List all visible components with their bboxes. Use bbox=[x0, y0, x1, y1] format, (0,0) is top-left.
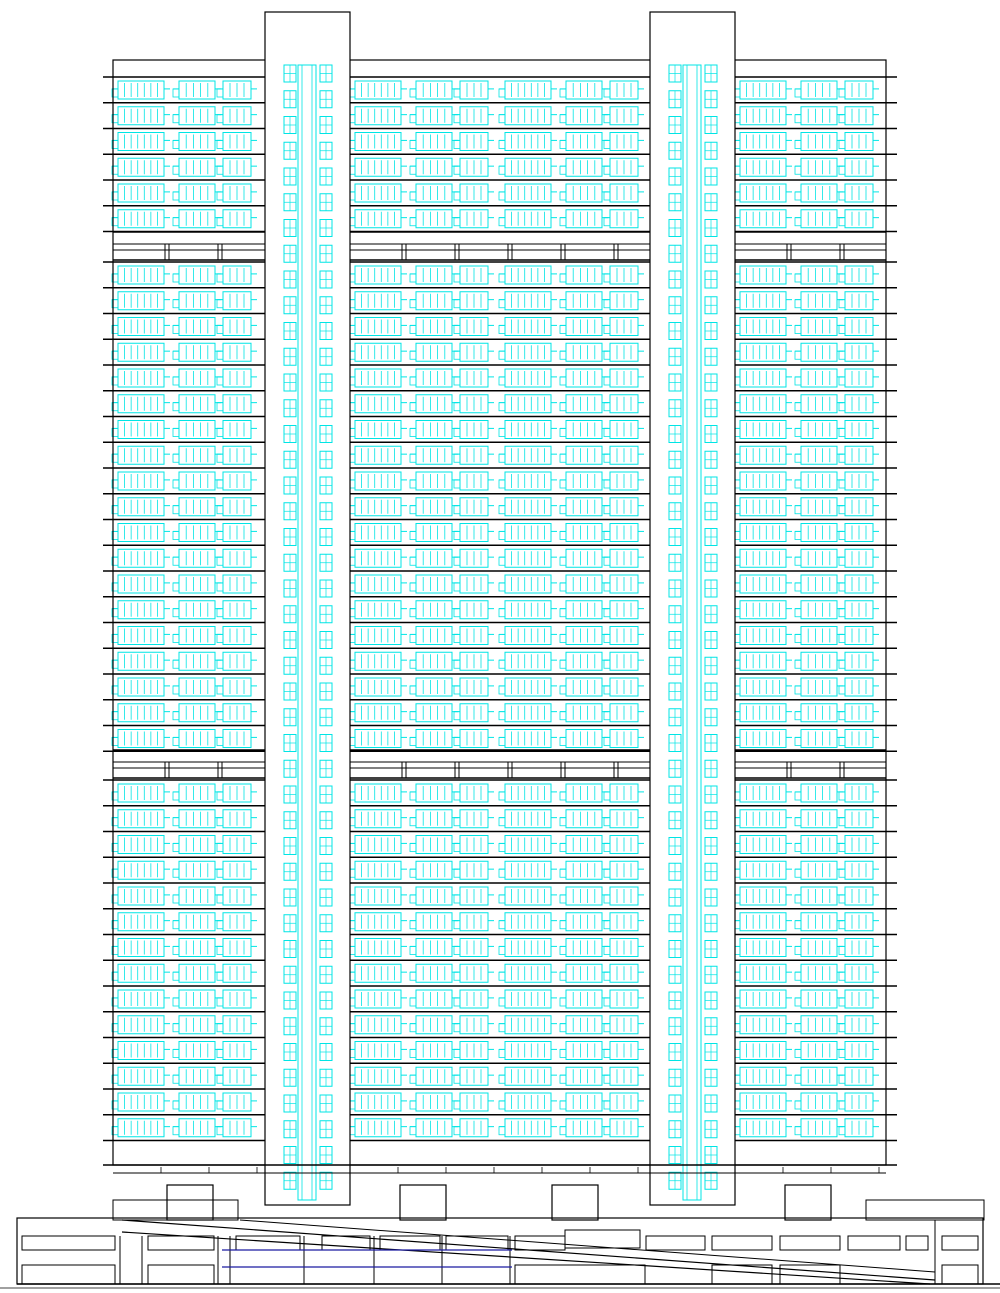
window-unit bbox=[454, 730, 494, 748]
window-unit bbox=[454, 652, 494, 670]
window-unit bbox=[454, 524, 494, 542]
window-unit bbox=[839, 1042, 879, 1060]
window-unit bbox=[217, 158, 257, 176]
window-unit bbox=[454, 421, 494, 439]
tower-outline bbox=[650, 12, 735, 1205]
window-unit bbox=[839, 678, 879, 696]
window-unit bbox=[839, 784, 879, 802]
window-unit bbox=[604, 395, 644, 413]
window-unit bbox=[454, 810, 494, 828]
window-unit bbox=[454, 784, 494, 802]
window-unit bbox=[839, 343, 879, 361]
window-unit bbox=[604, 158, 644, 176]
window-unit bbox=[454, 1067, 494, 1085]
window-unit bbox=[839, 601, 879, 619]
window-unit bbox=[839, 1119, 879, 1137]
window-unit bbox=[839, 964, 879, 982]
window-unit bbox=[454, 266, 494, 284]
window-unit bbox=[454, 549, 494, 567]
window-unit bbox=[454, 964, 494, 982]
window-unit bbox=[839, 107, 879, 125]
window-unit bbox=[839, 627, 879, 645]
window-unit bbox=[604, 861, 644, 879]
tower-core bbox=[265, 12, 350, 1205]
window-unit bbox=[839, 990, 879, 1008]
window-unit bbox=[454, 184, 494, 202]
window-unit bbox=[217, 939, 257, 957]
window-unit bbox=[839, 652, 879, 670]
window-unit bbox=[839, 1067, 879, 1085]
window-unit bbox=[454, 1093, 494, 1111]
window-unit bbox=[604, 343, 644, 361]
window-unit bbox=[604, 498, 644, 516]
window-unit bbox=[217, 81, 257, 99]
window-unit bbox=[217, 1067, 257, 1085]
window-unit bbox=[454, 887, 494, 905]
window-unit bbox=[604, 704, 644, 722]
window-unit bbox=[454, 939, 494, 957]
window-unit bbox=[217, 395, 257, 413]
window-unit bbox=[839, 549, 879, 567]
window-unit bbox=[217, 318, 257, 336]
window-unit bbox=[839, 498, 879, 516]
window-unit bbox=[217, 133, 257, 151]
window-unit bbox=[604, 318, 644, 336]
window-unit bbox=[217, 575, 257, 593]
window-unit bbox=[217, 861, 257, 879]
window-unit bbox=[839, 1016, 879, 1034]
window-unit bbox=[604, 575, 644, 593]
window-unit bbox=[217, 1016, 257, 1034]
window-unit bbox=[454, 1016, 494, 1034]
window-unit bbox=[454, 472, 494, 490]
window-unit bbox=[839, 575, 879, 593]
window-unit bbox=[839, 369, 879, 387]
window-unit bbox=[454, 210, 494, 228]
window-unit bbox=[454, 318, 494, 336]
window-unit bbox=[839, 395, 879, 413]
window-unit bbox=[604, 184, 644, 202]
window-unit bbox=[217, 810, 257, 828]
window-unit bbox=[604, 601, 644, 619]
window-unit bbox=[604, 836, 644, 854]
window-unit bbox=[217, 730, 257, 748]
window-unit bbox=[839, 524, 879, 542]
tower-outline bbox=[265, 12, 350, 1205]
window-unit bbox=[839, 730, 879, 748]
window-unit bbox=[839, 81, 879, 99]
window-unit bbox=[604, 652, 644, 670]
window-unit bbox=[217, 601, 257, 619]
window-unit bbox=[604, 292, 644, 310]
window-unit bbox=[604, 446, 644, 464]
window-unit bbox=[604, 678, 644, 696]
window-unit bbox=[217, 1042, 257, 1060]
window-unit bbox=[839, 887, 879, 905]
window-unit bbox=[604, 1016, 644, 1034]
window-unit bbox=[217, 524, 257, 542]
window-unit bbox=[217, 266, 257, 284]
window-unit bbox=[604, 784, 644, 802]
window-unit bbox=[217, 1093, 257, 1111]
window-unit bbox=[217, 421, 257, 439]
window-unit bbox=[217, 343, 257, 361]
window-unit bbox=[604, 421, 644, 439]
window-unit bbox=[604, 524, 644, 542]
window-unit bbox=[454, 369, 494, 387]
window-unit bbox=[839, 210, 879, 228]
window-unit bbox=[604, 730, 644, 748]
window-unit bbox=[454, 913, 494, 931]
window-unit bbox=[604, 266, 644, 284]
window-unit bbox=[217, 498, 257, 516]
window-unit bbox=[604, 810, 644, 828]
window-unit bbox=[839, 836, 879, 854]
window-unit bbox=[217, 369, 257, 387]
window-unit bbox=[604, 939, 644, 957]
window-unit bbox=[217, 1119, 257, 1137]
window-unit bbox=[217, 627, 257, 645]
window-unit bbox=[839, 472, 879, 490]
window-unit bbox=[454, 498, 494, 516]
window-unit bbox=[217, 184, 257, 202]
window-unit bbox=[217, 990, 257, 1008]
window-unit bbox=[217, 472, 257, 490]
window-unit bbox=[839, 446, 879, 464]
window-unit bbox=[454, 678, 494, 696]
window-unit bbox=[454, 158, 494, 176]
window-unit bbox=[604, 964, 644, 982]
window-unit bbox=[604, 133, 644, 151]
window-unit bbox=[454, 704, 494, 722]
window-unit bbox=[604, 627, 644, 645]
window-unit bbox=[839, 421, 879, 439]
window-unit bbox=[454, 81, 494, 99]
window-unit bbox=[604, 81, 644, 99]
window-unit bbox=[604, 210, 644, 228]
window-unit bbox=[454, 343, 494, 361]
window-unit bbox=[454, 446, 494, 464]
window-unit bbox=[839, 1093, 879, 1111]
window-unit bbox=[604, 1067, 644, 1085]
window-unit bbox=[604, 1093, 644, 1111]
window-unit bbox=[839, 810, 879, 828]
window-unit bbox=[454, 292, 494, 310]
window-unit bbox=[839, 704, 879, 722]
window-unit bbox=[217, 446, 257, 464]
window-unit bbox=[839, 133, 879, 151]
window-unit bbox=[839, 158, 879, 176]
window-unit bbox=[217, 292, 257, 310]
window-unit bbox=[217, 704, 257, 722]
window-unit bbox=[454, 601, 494, 619]
window-unit bbox=[454, 836, 494, 854]
window-unit bbox=[839, 861, 879, 879]
window-unit bbox=[454, 395, 494, 413]
window-unit bbox=[604, 472, 644, 490]
window-unit bbox=[604, 990, 644, 1008]
window-unit bbox=[839, 913, 879, 931]
window-unit bbox=[604, 887, 644, 905]
window-unit bbox=[454, 107, 494, 125]
window-unit bbox=[454, 627, 494, 645]
window-unit bbox=[217, 784, 257, 802]
window-unit bbox=[604, 1119, 644, 1137]
window-unit bbox=[454, 861, 494, 879]
window-unit bbox=[217, 964, 257, 982]
window-unit bbox=[217, 652, 257, 670]
window-unit bbox=[454, 575, 494, 593]
window-unit bbox=[454, 1119, 494, 1137]
window-unit bbox=[454, 1042, 494, 1060]
window-unit bbox=[604, 107, 644, 125]
window-unit bbox=[604, 369, 644, 387]
window-unit bbox=[839, 184, 879, 202]
window-unit bbox=[454, 133, 494, 151]
window-unit bbox=[839, 266, 879, 284]
window-unit bbox=[217, 836, 257, 854]
window-unit bbox=[839, 318, 879, 336]
window-unit bbox=[217, 913, 257, 931]
window-unit bbox=[604, 913, 644, 931]
window-unit bbox=[604, 549, 644, 567]
window-unit bbox=[839, 292, 879, 310]
window-unit bbox=[454, 990, 494, 1008]
window-unit bbox=[217, 887, 257, 905]
window-unit bbox=[217, 107, 257, 125]
window-unit bbox=[217, 549, 257, 567]
tower-core bbox=[650, 12, 735, 1205]
window-unit bbox=[604, 1042, 644, 1060]
window-unit bbox=[839, 939, 879, 957]
window-unit bbox=[217, 210, 257, 228]
window-unit bbox=[217, 678, 257, 696]
